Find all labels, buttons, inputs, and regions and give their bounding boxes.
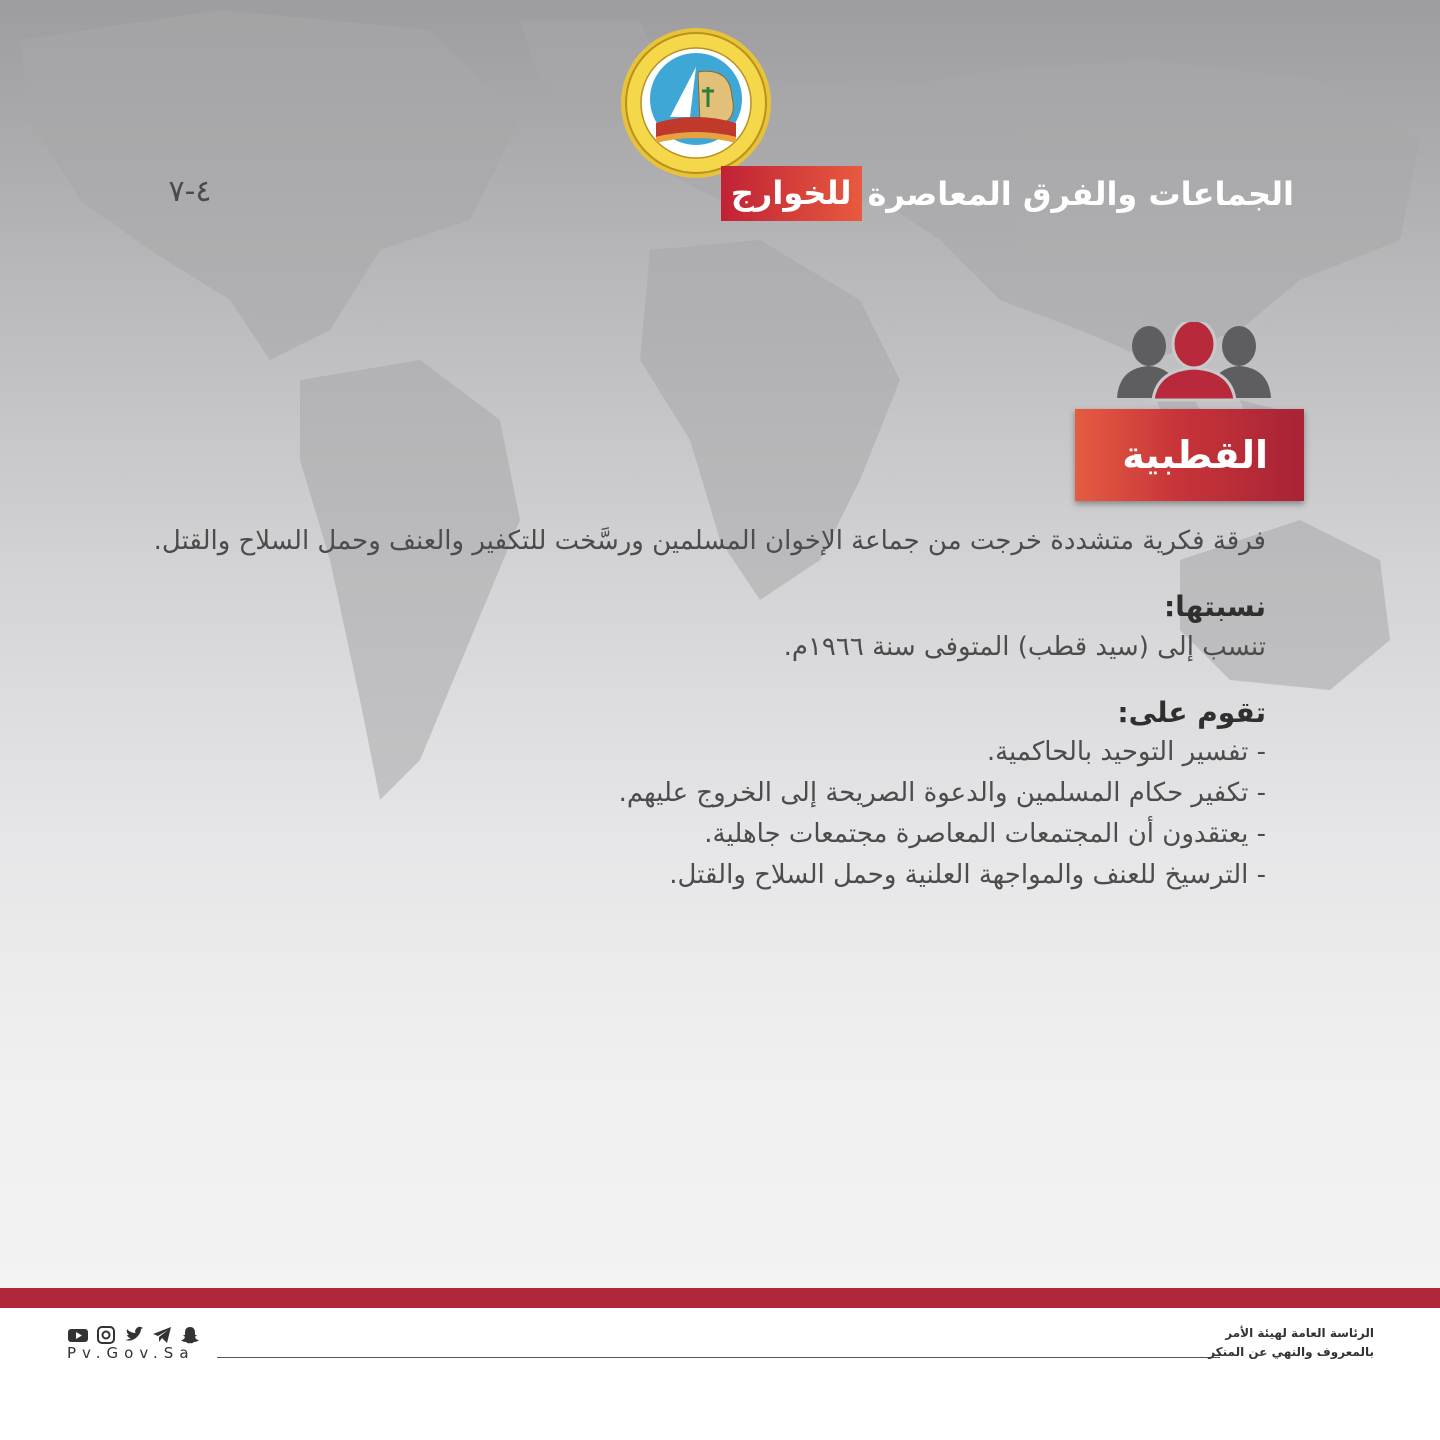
social-icons — [68, 1325, 200, 1345]
list-item: - يعتقدون أن المجتمعات المعاصرة مجتمعات جاهلية. — [704, 819, 1266, 849]
org-name-line1: الرئاسة العامة لهيئة الأمر — [1225, 1326, 1374, 1340]
content-body — [136, 520, 1266, 896]
series-title-highlight: للخوارج — [721, 166, 862, 221]
youtube-icon[interactable] — [68, 1326, 88, 1344]
features-list — [136, 732, 1266, 896]
instagram-icon[interactable] — [96, 1326, 116, 1344]
general-presidency-logo — [620, 27, 772, 179]
origin-heading: نسبتها: — [1163, 590, 1266, 623]
series-title-text: الجماعات والفرق المعاصرة — [867, 174, 1294, 213]
telegram-icon[interactable] — [152, 1326, 172, 1344]
intro-paragraph: فرقة فكرية متشددة خرجت من جماعة الإخوان المسلمين ورسَّخت للتكفير والعنف وحمل السلاح والقتل. — [153, 526, 1266, 556]
topic-title: القطبية — [1122, 433, 1268, 477]
topic-title-box — [1075, 409, 1304, 501]
series-title — [721, 166, 1294, 221]
origin-text: تنسب إلى (سيد قطب) المتوفى سنة ١٩٦٦م. — [783, 632, 1266, 662]
org-name-line2: بالمعروف والنهي عن المنكر — [1208, 1345, 1374, 1359]
group-people-icon — [1115, 322, 1273, 402]
footer-accent-bar — [0, 1288, 1440, 1308]
page-number: ٤-٧ — [168, 174, 212, 209]
features-heading: تقوم على: — [1117, 696, 1266, 729]
list-item: - تكفير حكام المسلمين والدعوة الصريحة إلى الخروج عليهم. — [618, 778, 1266, 808]
snapchat-icon[interactable] — [180, 1326, 200, 1344]
footer-divider — [217, 1357, 1220, 1358]
twitter-icon[interactable] — [124, 1326, 144, 1344]
list-item: - الترسيخ للعنف والمواجهة العلنية وحمل السلاح والقتل. — [669, 860, 1266, 890]
organization-name — [1208, 1324, 1374, 1362]
list-item: - تفسير التوحيد بالحاكمية. — [986, 737, 1266, 767]
website-link[interactable]: Pv.Gov.Sa — [67, 1344, 195, 1362]
